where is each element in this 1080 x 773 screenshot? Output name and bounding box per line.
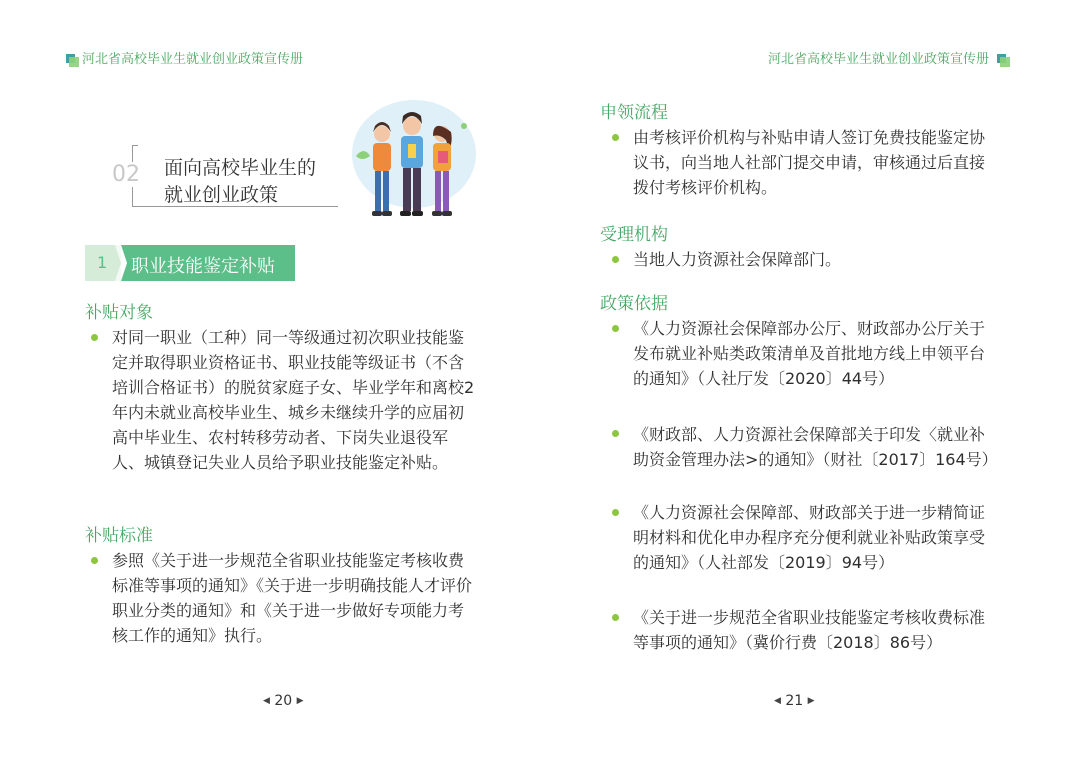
section-banner [85, 245, 295, 281]
students-illustration [342, 96, 477, 226]
subsidy-target-heading: 补贴对象 [85, 303, 153, 323]
process-heading: 申领流程 [600, 103, 668, 123]
agency-bullet-icon [612, 256, 619, 263]
agency-text: 当地人力资源社会保障部门。 [633, 250, 842, 269]
prev-arrow-icon: ◀ [263, 696, 270, 706]
subsidy-target-bullet-icon [91, 334, 98, 341]
next-arrow-icon: ▶ [807, 696, 815, 706]
basis-bullet-icon [612, 430, 619, 437]
left-page-number-value: 20 [274, 693, 293, 709]
subsidy-standard-text: 参照《关于进一步规范全省职业技能鉴定考核收费标准等事项的通知》《关于进一步明确技能人才评价职业分类的通知》和《关于进一步做好专项能力考核工作的通知》执行。 [112, 551, 473, 645]
left-page-number [263, 693, 304, 709]
agency-heading: 受理机构 [600, 225, 668, 245]
header-right-mark-icon [997, 52, 1009, 64]
next-arrow-icon: ▶ [296, 696, 304, 706]
right-page-number [774, 693, 815, 709]
basis-item: 《关于进一步规范全省职业技能鉴定考核收费标准等事项的通知》（冀价行费〔2018〕86号） [633, 608, 986, 652]
chapter-box [110, 145, 340, 210]
process-text: 由考核评价机构与补贴申请人签订免费技能鉴定协议书，向当地人社部门提交申请，审核通过后直接拨付考核评价机构。 [633, 128, 986, 197]
subsidy-target-text: 对同一职业（工种）同一等级通过初次职业技能鉴定并取得职业资格证书、职业技能等级证书（不含培训合格证书）的脱贫家庭子女、毕业学年和离校2年内未就业高校毕业生、城乡未继续升学的应届初高中毕业生、农村转移劳动者、下岗失业退役军人、城镇登记失业人员给予职业技能鉴定补贴。 [112, 328, 475, 472]
chapter-number: 02 [112, 162, 140, 187]
section-banner-label: 职业技能鉴定补贴 [131, 256, 275, 277]
section-banner-number: 1 [97, 253, 108, 272]
subsidy-standard-bullet-icon [91, 557, 98, 564]
basis-bullet-icon [612, 325, 619, 332]
right-page-number-value: 21 [785, 693, 804, 709]
basis-item: 《财政部、人力资源社会保障部关于印发〈就业补助资金管理办法>的通知》（财社〔2017〕164号） [633, 425, 998, 469]
chapter-title-line1: 面向高校毕业生的 [164, 157, 317, 179]
header-right-title: 河北省高校毕业生就业创业政策宣传册 [768, 52, 990, 67]
header-left-title: 河北省高校毕业生就业创业政策宣传册 [82, 52, 304, 67]
subsidy-standard-heading: 补贴标准 [85, 526, 153, 546]
prev-arrow-icon: ◀ [774, 696, 781, 706]
basis-item: 《人力资源社会保障部办公厅、财政部办公厅关于发布就业补贴类政策清单及首批地方线上申领平台的通知》（人社厅发〔2020〕44号） [633, 319, 986, 388]
header-left-mark-icon [66, 52, 78, 64]
basis-bullet-icon [612, 509, 619, 516]
chapter-title-line2: 就业创业政策 [164, 184, 279, 206]
process-bullet-icon [612, 134, 619, 141]
basis-heading: 政策依据 [600, 294, 668, 314]
basis-item: 《人力资源社会保障部、财政部关于进一步精简证明材料和优化申办程序充分便利就业补贴政策享受的通知》（人社部发〔2019〕94号） [633, 503, 986, 572]
basis-bullet-icon [612, 614, 619, 621]
